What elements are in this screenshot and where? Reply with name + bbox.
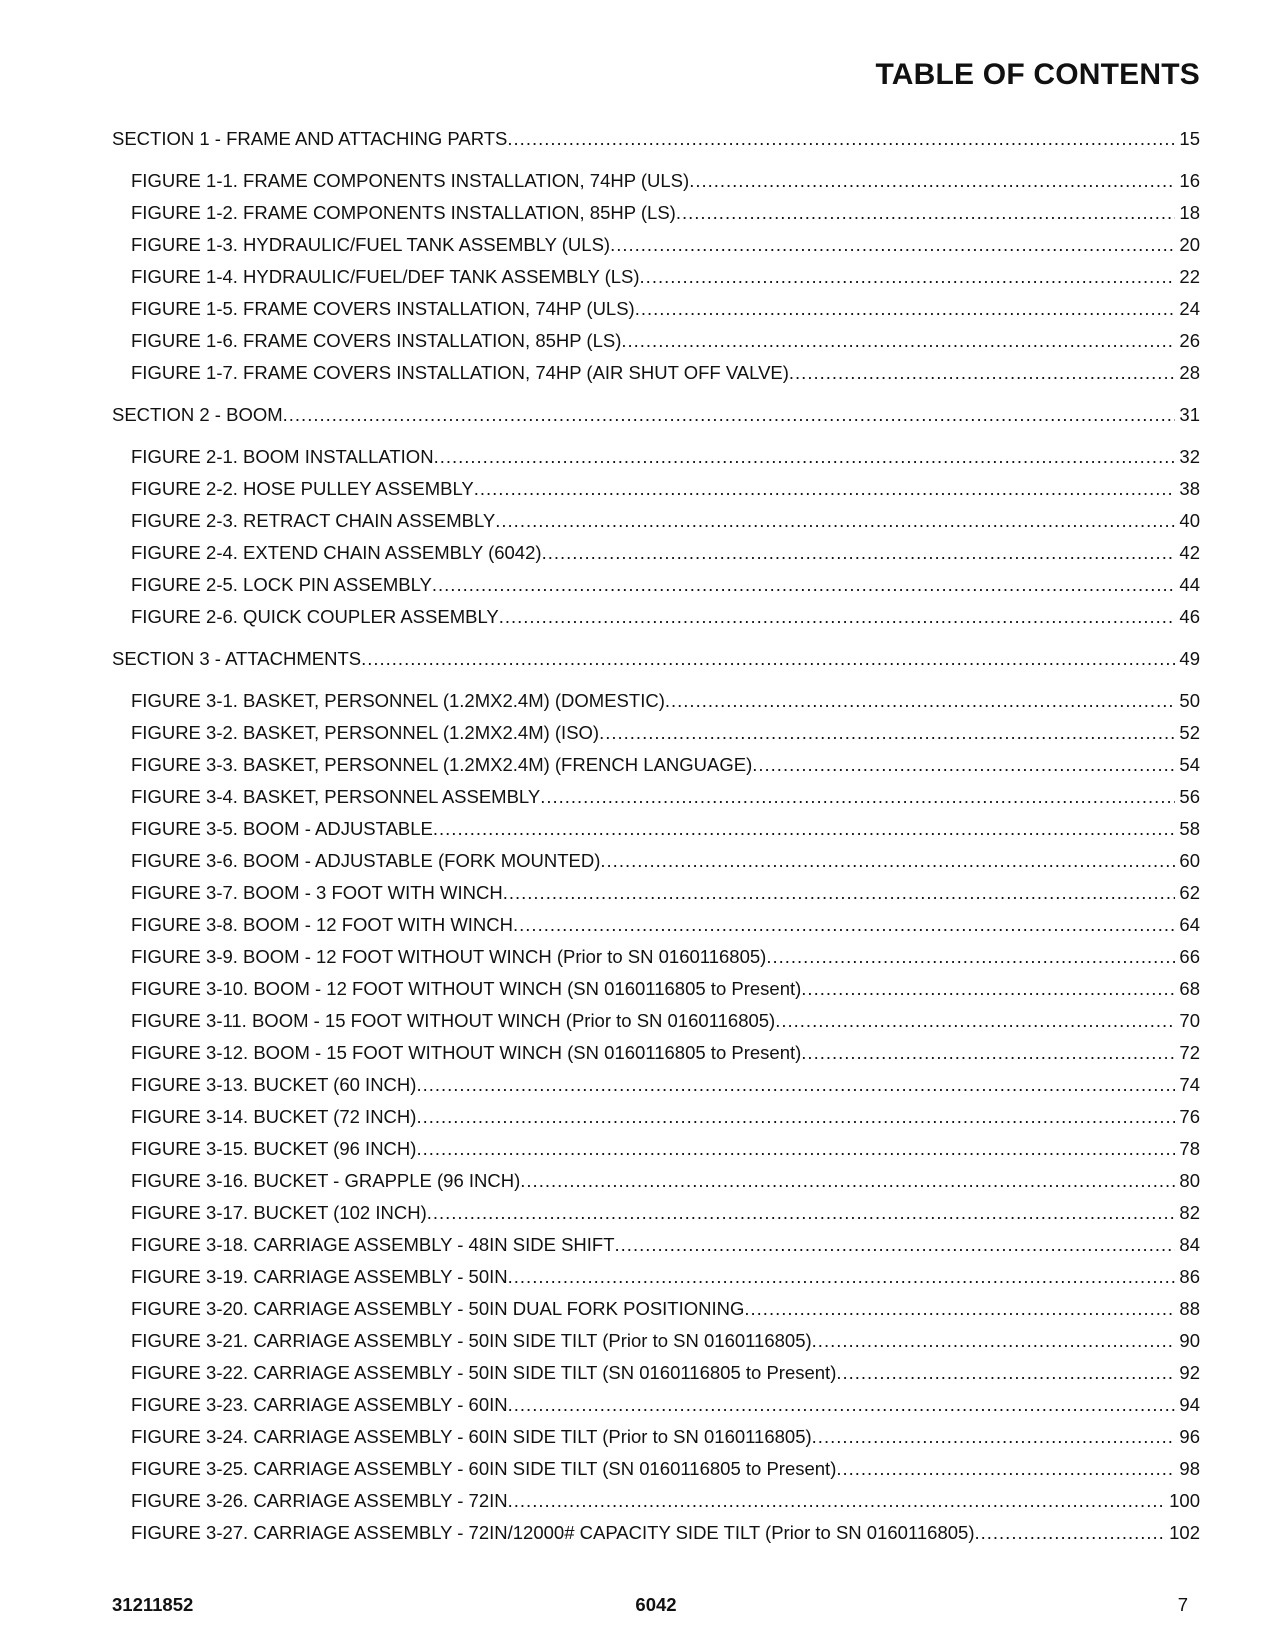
- dot-leader: [427, 1202, 1176, 1224]
- toc-entry-page: 58: [1179, 818, 1200, 839]
- toc-entry-page: 20: [1179, 234, 1200, 255]
- toc-figure-entry[interactable]: [112, 1458, 1200, 1490]
- toc-entry-label: FIGURE 1-2. FRAME COMPONENTS INSTALLATION, 85HP (LS): [131, 202, 676, 223]
- toc-entry-label: FIGURE 3-17. BUCKET (102 INCH): [131, 1202, 427, 1223]
- toc-figure-entry[interactable]: [112, 1490, 1200, 1522]
- toc-entry-page: 74: [1179, 1074, 1200, 1095]
- dot-leader: [513, 914, 1175, 936]
- toc-figure-entry[interactable]: [112, 914, 1200, 946]
- toc-entry-page: 94: [1179, 1394, 1200, 1415]
- toc-entry-page: 16: [1179, 170, 1200, 191]
- page-title: TABLE OF CONTENTS: [875, 58, 1200, 91]
- toc-entry-label: FIGURE 2-4. EXTEND CHAIN ASSEMBLY (6042): [131, 542, 542, 563]
- toc-entry-label: FIGURE 3-6. BOOM - ADJUSTABLE (FORK MOUNTED): [131, 850, 601, 871]
- toc-figure-entry[interactable]: [112, 1202, 1200, 1234]
- toc-entry-label: FIGURE 3-27. CARRIAGE ASSEMBLY - 72IN/12000# CAPACITY SIDE TILT (Prior to SN 0160116805): [131, 1522, 975, 1543]
- toc-entry-page: 22: [1179, 266, 1200, 287]
- toc-figure-entry[interactable]: [112, 606, 1200, 638]
- toc-entry-page: 32: [1179, 446, 1200, 467]
- toc-entry-label: FIGURE 2-1. BOOM INSTALLATION: [131, 446, 434, 467]
- dot-leader: [676, 202, 1176, 224]
- dot-leader: [789, 362, 1176, 384]
- toc-entry-label: FIGURE 3-18. CARRIAGE ASSEMBLY - 48IN SIDE SHIFT: [131, 1234, 615, 1255]
- toc-entry-label: FIGURE 3-14. BUCKET (72 INCH): [131, 1106, 417, 1127]
- dot-leader: [495, 510, 1175, 532]
- toc-entry-page: 70: [1179, 1010, 1200, 1031]
- toc-entry-label: SECTION 1 - FRAME AND ATTACHING PARTS: [112, 128, 508, 149]
- dot-leader: [640, 266, 1176, 288]
- toc-entry-label: FIGURE 1-6. FRAME COVERS INSTALLATION, 85HP (LS): [131, 330, 622, 351]
- dot-leader: [801, 1042, 1175, 1064]
- toc-entry-page: 54: [1179, 754, 1200, 775]
- toc-entry-label: FIGURE 3-26. CARRIAGE ASSEMBLY - 72IN: [131, 1490, 508, 1511]
- toc-entry-page: 62: [1179, 882, 1200, 903]
- dot-leader: [508, 1266, 1176, 1288]
- toc-entry-label: FIGURE 3-2. BASKET, PERSONNEL (1.2MX2.4M) (ISO): [131, 722, 600, 743]
- toc-entry-label: FIGURE 3-5. BOOM - ADJUSTABLE: [131, 818, 433, 839]
- dot-leader: [812, 1426, 1176, 1448]
- toc-entry-label: FIGURE 1-3. HYDRAULIC/FUEL TANK ASSEMBLY (ULS): [131, 234, 611, 255]
- toc-figure-entry[interactable]: [112, 1298, 1200, 1330]
- toc-section-entry[interactable]: [112, 404, 1200, 436]
- dot-leader: [508, 1394, 1176, 1416]
- toc-figure-entry[interactable]: [112, 754, 1200, 786]
- dot-leader: [689, 170, 1175, 192]
- page-footer: [112, 1594, 1200, 1618]
- toc-entry-label: FIGURE 3-12. BOOM - 15 FOOT WITHOUT WINCH (SN 0160116805 to Present): [131, 1042, 802, 1063]
- toc-entry-page: 52: [1179, 722, 1200, 743]
- toc-entry-page: 40: [1179, 510, 1200, 531]
- toc-entry-page: 98: [1179, 1458, 1200, 1479]
- toc-entry-page: 102: [1169, 1522, 1200, 1543]
- dot-leader: [503, 882, 1176, 904]
- toc-entry-label: FIGURE 3-1. BASKET, PERSONNEL (1.2MX2.4M) (DOMESTIC): [131, 690, 665, 711]
- toc-entry-page: 80: [1179, 1170, 1200, 1191]
- toc-figure-entry[interactable]: [112, 978, 1200, 1010]
- toc-figure-entry[interactable]: [112, 330, 1200, 362]
- toc-figure-entry[interactable]: [112, 202, 1200, 234]
- toc-entry-page: 72: [1179, 1042, 1200, 1063]
- dot-leader: [416, 1106, 1175, 1128]
- toc-entry-page: 96: [1179, 1426, 1200, 1447]
- toc-entry-page: 50: [1179, 690, 1200, 711]
- dot-leader: [635, 298, 1176, 320]
- toc-entry-page: 78: [1179, 1138, 1200, 1159]
- toc-entry-label: FIGURE 1-1. FRAME COMPONENTS INSTALLATION, 74HP (ULS): [131, 170, 690, 191]
- dot-leader: [836, 1362, 1175, 1384]
- toc-entry-label: FIGURE 3-19. CARRIAGE ASSEMBLY - 50IN: [131, 1266, 508, 1287]
- toc-entry-page: 76: [1179, 1106, 1200, 1127]
- toc-figure-entry[interactable]: [112, 1074, 1200, 1106]
- dot-leader: [540, 786, 1175, 808]
- toc-entry-page: 68: [1179, 978, 1200, 999]
- toc-figure-entry[interactable]: [112, 1330, 1200, 1362]
- toc-entry-page: 60: [1179, 850, 1200, 871]
- toc-entry-label: FIGURE 3-23. CARRIAGE ASSEMBLY - 60IN: [131, 1394, 508, 1415]
- dot-leader: [974, 1522, 1165, 1544]
- toc-figure-entry[interactable]: [112, 1362, 1200, 1394]
- toc-figure-entry[interactable]: [112, 234, 1200, 266]
- toc-entry-page: 56: [1179, 786, 1200, 807]
- dot-leader: [361, 648, 1175, 670]
- toc-figure-entry[interactable]: [112, 1266, 1200, 1298]
- toc-entry-page: 38: [1179, 478, 1200, 499]
- dot-leader: [752, 754, 1175, 776]
- toc-figure-entry[interactable]: [112, 1138, 1200, 1170]
- toc-entry-label: FIGURE 3-16. BUCKET - GRAPPLE (96 INCH): [131, 1170, 521, 1191]
- toc-figure-entry[interactable]: [112, 1394, 1200, 1426]
- toc-entry-page: 15: [1179, 128, 1200, 149]
- table-of-contents: [112, 128, 1200, 1554]
- toc-figure-entry[interactable]: [112, 786, 1200, 818]
- toc-entry-label: FIGURE 3-13. BUCKET (60 INCH): [131, 1074, 417, 1095]
- toc-entry-label: FIGURE 3-11. BOOM - 15 FOOT WITHOUT WINCH (Prior to SN 0160116805): [131, 1010, 776, 1031]
- dot-leader: [599, 722, 1175, 744]
- toc-figure-entry[interactable]: [112, 1010, 1200, 1042]
- dot-leader: [775, 1010, 1175, 1032]
- dot-leader: [600, 850, 1175, 872]
- toc-entry-page: 84: [1179, 1234, 1200, 1255]
- toc-figure-entry[interactable]: [112, 882, 1200, 914]
- toc-entry-page: 44: [1179, 574, 1200, 595]
- toc-entry-page: 42: [1179, 542, 1200, 563]
- toc-figure-entry[interactable]: [112, 1234, 1200, 1266]
- toc-entry-label: FIGURE 3-25. CARRIAGE ASSEMBLY - 60IN SIDE TILT (SN 0160116805 to Present): [131, 1458, 837, 1479]
- footer-page-number: 7: [1177, 1594, 1188, 1615]
- toc-figure-entry[interactable]: [112, 478, 1200, 510]
- toc-figure-entry[interactable]: [112, 170, 1200, 202]
- toc-entry-page: 100: [1169, 1490, 1200, 1511]
- toc-section-entry[interactable]: [112, 648, 1200, 680]
- dot-leader: [542, 542, 1176, 564]
- toc-figure-entry[interactable]: [112, 1042, 1200, 1074]
- footer-model: 6042: [635, 1594, 677, 1615]
- toc-figure-entry[interactable]: [112, 1522, 1200, 1554]
- footer-part-number: 31211852: [112, 1594, 194, 1615]
- toc-entry-page: 46: [1179, 606, 1200, 627]
- toc-entry-page: 92: [1179, 1362, 1200, 1383]
- dot-leader: [615, 1234, 1176, 1256]
- toc-entry-label: FIGURE 2-2. HOSE PULLEY ASSEMBLY: [131, 478, 474, 499]
- dot-leader: [474, 478, 1176, 500]
- toc-figure-entry[interactable]: [112, 690, 1200, 722]
- toc-entry-label: FIGURE 1-5. FRAME COVERS INSTALLATION, 74HP (ULS): [131, 298, 635, 319]
- toc-entry-page: 26: [1179, 330, 1200, 351]
- toc-entry-page: 24: [1179, 298, 1200, 319]
- toc-entry-label: FIGURE 1-7. FRAME COVERS INSTALLATION, 74HP (AIR SHUT OFF VALVE): [131, 362, 789, 383]
- dot-leader: [836, 1458, 1175, 1480]
- dot-leader: [621, 330, 1175, 352]
- toc-entry-label: FIGURE 3-4. BASKET, PERSONNEL ASSEMBLY: [131, 786, 541, 807]
- dot-leader: [283, 404, 1176, 426]
- toc-figure-entry[interactable]: [112, 266, 1200, 298]
- toc-entry-label: FIGURE 3-21. CARRIAGE ASSEMBLY - 50IN SIDE TILT (Prior to SN 0160116805): [131, 1330, 812, 1351]
- toc-entry-label: FIGURE 3-8. BOOM - 12 FOOT WITH WINCH: [131, 914, 514, 935]
- toc-entry-label: FIGURE 2-6. QUICK COUPLER ASSEMBLY: [131, 606, 499, 627]
- toc-figure-entry[interactable]: [112, 850, 1200, 882]
- dot-leader: [432, 574, 1176, 596]
- dot-leader: [801, 978, 1175, 1000]
- toc-entry-label: FIGURE 3-3. BASKET, PERSONNEL (1.2MX2.4M) (FRENCH LANGUAGE): [131, 754, 753, 775]
- toc-entry-page: 90: [1179, 1330, 1200, 1351]
- toc-section-entry[interactable]: [112, 128, 1200, 160]
- dot-leader: [508, 1490, 1165, 1512]
- toc-figure-entry[interactable]: [112, 1106, 1200, 1138]
- toc-entry-page: 82: [1179, 1202, 1200, 1223]
- toc-entry-label: FIGURE 2-5. LOCK PIN ASSEMBLY: [131, 574, 432, 595]
- toc-entry-page: 49: [1179, 648, 1200, 669]
- dot-leader: [499, 606, 1176, 628]
- toc-figure-entry[interactable]: [112, 446, 1200, 478]
- toc-entry-label: FIGURE 3-7. BOOM - 3 FOOT WITH WINCH: [131, 882, 503, 903]
- toc-entry-label: FIGURE 3-20. CARRIAGE ASSEMBLY - 50IN DUAL FORK POSITIONING: [131, 1298, 745, 1319]
- toc-figure-entry[interactable]: [112, 574, 1200, 606]
- toc-entry-label: FIGURE 3-15. BUCKET (96 INCH): [131, 1138, 417, 1159]
- dot-leader: [416, 1074, 1175, 1096]
- toc-entry-label: SECTION 3 - ATTACHMENTS: [112, 648, 362, 669]
- toc-entry-label: FIGURE 3-22. CARRIAGE ASSEMBLY - 50IN SIDE TILT (SN 0160116805 to Present): [131, 1362, 837, 1383]
- toc-entry-page: 18: [1179, 202, 1200, 223]
- dot-leader: [433, 818, 1176, 840]
- dot-leader: [520, 1170, 1175, 1192]
- dot-leader: [610, 234, 1175, 256]
- dot-leader: [812, 1330, 1176, 1352]
- dot-leader: [744, 1298, 1175, 1320]
- toc-figure-entry[interactable]: [112, 510, 1200, 542]
- toc-entry-page: 31: [1179, 404, 1200, 425]
- toc-figure-entry[interactable]: [112, 362, 1200, 394]
- dot-leader: [416, 1138, 1175, 1160]
- toc-entry-label: FIGURE 3-10. BOOM - 12 FOOT WITHOUT WINCH (SN 0160116805 to Present): [131, 978, 802, 999]
- toc-entry-page: 86: [1179, 1266, 1200, 1287]
- toc-entry-label: SECTION 2 - BOOM: [112, 404, 283, 425]
- toc-entry-label: FIGURE 2-3. RETRACT CHAIN ASSEMBLY: [131, 510, 496, 531]
- toc-entry-page: 64: [1179, 914, 1200, 935]
- dot-leader: [766, 946, 1175, 968]
- dot-leader: [507, 128, 1175, 150]
- toc-figure-entry[interactable]: [112, 722, 1200, 754]
- toc-entry-page: 28: [1179, 362, 1200, 383]
- dot-leader: [665, 690, 1176, 712]
- toc-entry-page: 66: [1179, 946, 1200, 967]
- toc-figure-entry[interactable]: [112, 1426, 1200, 1458]
- toc-figure-entry[interactable]: [112, 818, 1200, 850]
- toc-entry-label: FIGURE 3-24. CARRIAGE ASSEMBLY - 60IN SIDE TILT (Prior to SN 0160116805): [131, 1426, 812, 1447]
- toc-entry-page: 88: [1179, 1298, 1200, 1319]
- toc-figure-entry[interactable]: [112, 542, 1200, 574]
- toc-figure-entry[interactable]: [112, 946, 1200, 978]
- toc-entry-label: FIGURE 1-4. HYDRAULIC/FUEL/DEF TANK ASSEMBLY (LS): [131, 266, 640, 287]
- toc-figure-entry[interactable]: [112, 298, 1200, 330]
- dot-leader: [434, 446, 1176, 468]
- toc-entry-label: FIGURE 3-9. BOOM - 12 FOOT WITHOUT WINCH (Prior to SN 0160116805): [131, 946, 767, 967]
- toc-figure-entry[interactable]: [112, 1170, 1200, 1202]
